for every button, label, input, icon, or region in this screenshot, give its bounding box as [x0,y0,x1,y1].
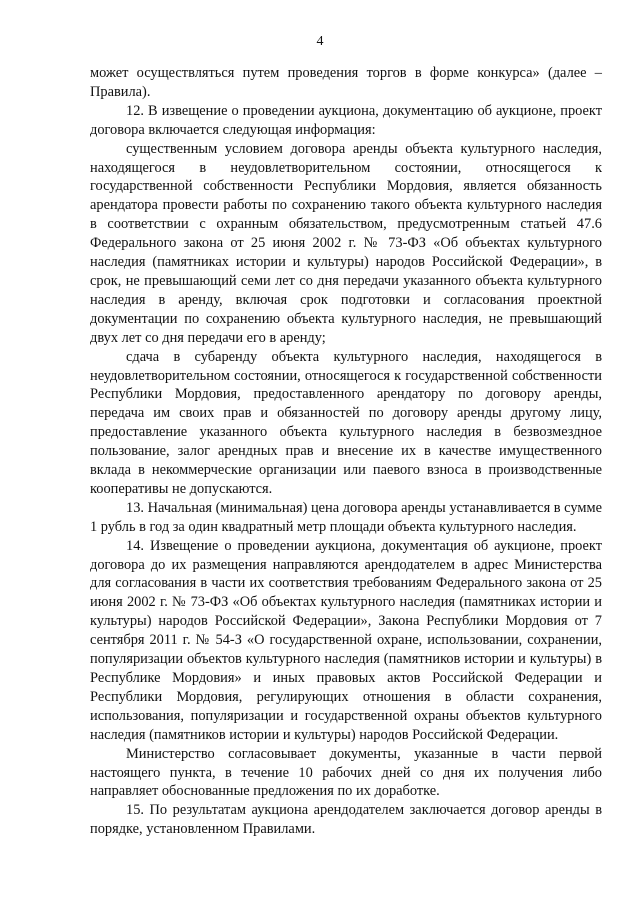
paragraph-item-12: 12. В извещение о проведении аукциона, документацию об аукционе, проект договора включается следующая информация: [90,102,602,138]
document-body [90,64,602,839]
page-number: 4 [316,34,324,49]
paragraph-item-12-condition-2: сдача в субаренду объекта культурного наследия, находящегося в неудовлетворительном состоянии, относящегося к государственной собственности Республики Мордовия, предоставленного арендатору по договору аренды, передача им своих прав и обязанностей по договору аренды другому лицу, предоставление указанного объекта культурного наследия в безвозмездное пользование, залог арендных прав и внесение их в качестве имущественного вклада в некоммерческие организации или паевого взноса в производственные кооперативы не допускаются. [90,348,602,497]
paragraph-item-15: 15. По результатам аукциона арендодателем заключается договор аренды в порядке, установленном Правилами. [90,802,602,838]
paragraph-item-12-condition-1: существенным условием договора аренды объекта культурного наследия, находящегося в неудовлетворительном состоянии, относящегося к государственной собственности Республики Мордовия, является обязанность арендатора провести работы по сохранению такого объекта культурного наследия в соответствии с охранным обязательством, предусмотренным статьей 47.6 Федерального закона от 25 июня 2002 г. № 73-ФЗ «Об объектах культурного наследия (памятниках истории и культуры) народов Российской Федерации», в срок, не превышающий семи лет со дня передачи указанного объекта культурного наследия в аренду, включая срок подготовки и согласования проектной документации по сохранению объекта культурного наследия, не превышающий двух лет со дня передачи его в аренду; [90,140,602,346]
paragraph-item-14: 14. Извещение о проведении аукциона, документация об аукционе, проект договора до их размещения направляются арендодателем в адрес Министерства для согласования в части их соответствия требованиям Федерального закона от 25 июня 2002 г. № 73-ФЗ «Об объектах культурного наследия (памятниках истории и культуры) народов Российской Федерации», Закона Республики Мордовия от 7 сентября 2011 г. № 54-З «О государственной охране, использовании, сохранении, популяризации объектов культурного наследия (памятников истории и культуры) в Республике Мордовия» и иных правовых актов Российской Федерации и Республики Мордовия, регулирующих отношения в области сохранения, использования, популяризации и государственной охраны объектов культурного наследия (памятников истории и культуры) народов Российской Федерации. [90,537,602,743]
paragraph-item-13: 13. Начальная (минимальная) цена договора аренды устанавливается в сумме 1 рубль в год за один квадратный метр площади объекта культурного наследия. [90,499,602,535]
paragraph-continuation: может осуществляться путем проведения торгов в форме конкурса» (далее – Правила). [90,65,602,100]
paragraph-item-14-approval: Министерство согласовывает документы, указанные в части первой настоящего пункта, в течение 10 рабочих дней со дня их получения либо направляет обоснованные предложения по их доработке. [90,745,602,800]
